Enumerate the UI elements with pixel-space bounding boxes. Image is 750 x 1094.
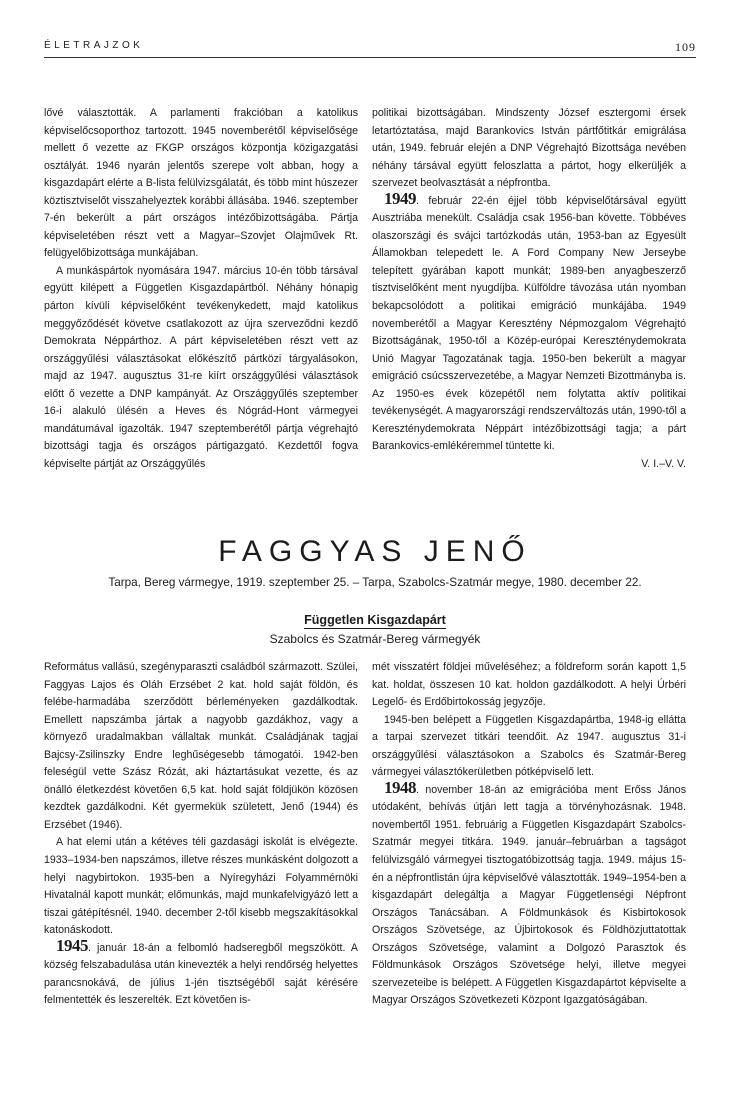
running-header [44, 40, 696, 56]
paragraph [44, 935, 358, 1010]
biography-dates: Tarpa, Bereg vármegye, 1919. szeptember 25. – Tarpa, Szabolcs-Szatmár megye, 1980. december 22. [108, 576, 642, 589]
paragraph: A munkáspártok nyomására 1947. március 10-én több társával együtt kilépett a Független Kisgazdapártból. Néhány hónapig párton kívüli képviselőként tevékenykedett, majd katolikus meggyőződését követve csatlakozott az újra szerveződni kezdő Demokrata Néppárthoz. A párt képviseletében részt vett az országgyűlési választásokat előkészítő pártközi tárgyalásokon, majd az 1947. augusztus 31-re kiírt országgyűlési választások előtt ő vezette a DNP kampányát. Az Országgyűlés szeptember 16-i alakuló ülésén a Heves és Nógrád-Hont vármegyei mandátumával igazolták. 1947 szeptemberétől pártja végrehajtó bizottsági tagja és országos pártigazgató. Kezdettől fogva képviselte pártját az Országgyűlés [44, 264, 358, 470]
biography-name: FAGGYAS JENŐ [218, 535, 532, 568]
year-marker: 1948 [384, 777, 416, 797]
bio-right-column [372, 659, 686, 1010]
paragraph: 1945-ben belépett a Független Kisgazdapártba, 1948-ig ellátta a tarpai szervezet titkári teendőit. Az 1947. augusztus 31-i országgyűlési választásokon a Szabolcs és Szatmár-Bereg vármegyei választókerületben pótképviselő lett. [372, 713, 686, 779]
party-heading [0, 613, 750, 627]
section-title: ÉLETRAJZOK [44, 40, 144, 51]
paragraph-text: . február 22-én éjjel több képviselőtársával együtt Ausztriába menekült. Családja csak 1956-ban követte. Többéves olaszországi és svájci tartózkodás után, 1953-ban az Egyesült Államokban telepedett le. A Ford Company New Jerseybe telepített gyárában kapott munkát; 1989-ben anyagbeszerző tisztviselőként ment nyugdíjba. Külföldre távozása után nyomban bekapcsolódott a politikai emigráció munkájába. 1949 novemberétől a Magyar Keresztény Népmozgalom Végrehajtó Bizottságának, 1950-től a Közép-európai Kereszténydemokrata Unió Magyar Tagozatának tagja. 1950-ben bekerült a magyar emigráció csúcsszervezetébe, a Magyar Nemzeti Bizottmányba is. Az 1950-es évek közepétől nem folytatta aktív politikai tevékenységét. A magyarországi rendszerváltozás után, 1990-től a Kereszténydemokrata Néppárt intézőbizottsági tagja; a párt Barankovics-emlékéremmel tüntette ki. [372, 194, 686, 453]
bio-left-column [44, 659, 358, 1010]
page-number: 109 [675, 40, 696, 54]
year-marker: 1945 [56, 935, 88, 955]
paragraph: mét visszatért földjei műveléséhez; a földreform során kapott 1,5 kat. holdat, összesen 10 kat. holdon gazdálkodott. A helyi Úrbéri Legelő- és Erdőbirtokosság jegyzője. [372, 661, 686, 709]
paragraph-text: . november 18-án az emigrációba ment Erőss János utódaként, behívás útján lett tagja a törvényhozásnak. 1948. novembertől 1951. februárig a Független Kisgazdapárt Szabolcs-Szatmár megyei titkára. 1949. január–februárban a tagságot felülvizsgáló vármegyei tisztogatóbizottság tagja. 1949. május 15-én a népfrontlistán újra képviselővé választották. 1949–1954-ben a kisgazdapárt delegáltja a Magyar Függetlenségi Népfront Országos Tanácsában. A Földmunkások és Kisbirtokosok Országos Szövetsége, az Újbirtokosok és Földhözjuttatottak Országos Szövetsége, valamint a Dolgozó Parasztok és Földmunkások Országos Szövetsége helyi, illetve megyei szervezeteibe is belépett. A Független Kisgazdapártot képviselte a Magyar Országos Szövetkezeti Központ Igazgatóságában. [372, 783, 686, 1007]
county-heading: Szabolcs és Szatmár-Bereg vármegyék [269, 632, 481, 646]
paragraph-text: . január 18-án a felbomló hadseregből megszökött. A község felszabadulása után kinevezték a helyi rendőrség helyettes parancsnokává, de július 1-jén tisztségéből saját kérésére felmentették és leszerelték. Ezt követően is- [44, 941, 358, 1007]
author-signature: V. I.–V. V. [641, 457, 686, 470]
top-left-column [44, 105, 358, 473]
header-rule [44, 57, 696, 58]
paragraph: Református vallású, szegényparaszti családból származott. Szülei, Faggyas Lajos és Oláh Erzsébet 2 kat. hold saját földön, és felébe-harmadába szerződött bérleményeken gazdálkodtak. Emellett napszámba jártak a nagyobb gazdákhoz, vagy a környező uradalmakban vállaltak munkát. Családjának tagjai Bajcsy-Zsilinszky Endre leghűségesebb támogatói. 1942-ben feleségül vette Szász Rózát, aki háztartásukat vezette, és az önálló életkezdést követően 6,5 kat. hold saját földjükön közösen kezdtek gazdálkodni. Két gyermekük született, Jenő (1944) és Erzsébet (1946). [44, 661, 358, 831]
paragraph: A hat elemi után a kétéves téli gazdasági iskolát is elvégezte. 1933–1934-ben napszámos, illetve részes munkásként dolgozott a helyi nagybirtokon. 1935-ben a Nyíregyházi Folyammérnöki Hivatalnál kapott munkát; előmunkás, majd munkafelvigyázó lett a tiszai gátépítésnél. 1940. december 2-től kisebb megszakításokkal katonáskodott. [44, 836, 358, 937]
top-right-column [372, 105, 686, 473]
paragraph [372, 188, 686, 456]
paragraph [372, 777, 686, 1010]
paragraph: politikai bizottságában. Mindszenty József esztergomi érsek letartóztatása, majd Barankovics István pártfőtitkár emigrálása után, 1949. február elején a DNP Végrehajtó Bizottsága nevében néhány társával együtt feloszlatta a pártot, hogy elkerüljék a szervezet beolvasztását a népfrontba. [372, 107, 686, 190]
paragraph: lővé választották. A parlamenti frakcióban a katolikus képviselőcsoporthoz tartozott. 1945 novemberétől képviselősége mellett ő vezette az FKGP országos központja közigazgatási osztályát. 1946 nyarán jelentős szerepe volt abban, hogy a kisgazdapárt elérte a B-lista felülvizsgálatát, és több mint húszezer köztisztviselőt visszahelyeztek korábbi állásába. 1946. szeptember 7-én bekerült a párt országos intézőbizottságába. Pártja képviseletében részt vett a Magyar–Szovjet Olajművek Rt. felügyelőbizottsága munkájában. [44, 107, 358, 260]
year-marker: 1949 [384, 188, 416, 208]
party-name: Független Kisgazdapárt [304, 613, 446, 627]
